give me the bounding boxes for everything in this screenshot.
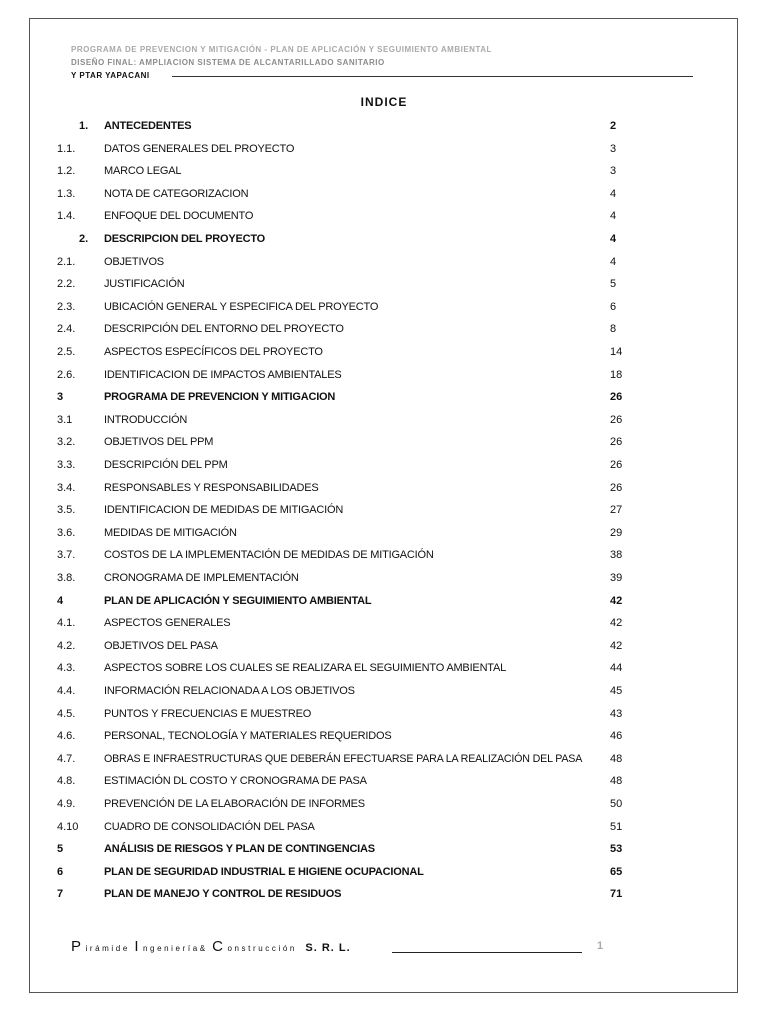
toc-row bbox=[0, 342, 768, 362]
toc-label: CUADRO DE CONSOLIDACIÓN DEL PASA bbox=[104, 820, 315, 833]
toc-page-number: 42 bbox=[610, 594, 623, 607]
toc-label: ASPECTOS SOBRE LOS CUALES SE REALIZARA EL SEGUIMIENTO AMBIENTAL bbox=[104, 662, 507, 675]
toc-label: CRONOGRAMA DE IMPLEMENTACIÓN bbox=[104, 572, 299, 584]
toc-label: DATOS GENERALES DEL PROYECTO bbox=[104, 142, 295, 155]
toc-label: PLAN DE SEGURIDAD INDUSTRIAL E HIGIENE OCUPACIONAL bbox=[104, 865, 424, 878]
page-title: INDICE bbox=[360, 95, 408, 109]
toc-row bbox=[0, 613, 768, 633]
toc-page-number: 26 bbox=[610, 481, 623, 494]
toc-page-number: 2 bbox=[610, 120, 617, 132]
toc-row bbox=[0, 704, 768, 724]
toc-number: 1.4. bbox=[57, 210, 76, 223]
toc-label: MEDIDAS DE MITIGACIÓN bbox=[104, 526, 237, 539]
toc-number: 3.2. bbox=[57, 436, 76, 449]
toc-page-number: 18 bbox=[610, 368, 623, 381]
toc-number: 2.1. bbox=[57, 255, 76, 268]
toc-number: 2.2. bbox=[57, 278, 76, 291]
toc-number: 4.3. bbox=[57, 662, 76, 675]
toc-label: IDENTIFICACION DE IMPACTOS AMBIENTALES bbox=[104, 368, 342, 381]
toc-label: ANTECEDENTES bbox=[104, 120, 192, 132]
toc-label: OBJETIVOS bbox=[104, 255, 164, 268]
toc-page-number: 53 bbox=[610, 843, 623, 856]
toc-page-number: 51 bbox=[610, 820, 623, 833]
toc-row bbox=[0, 771, 768, 791]
toc-row bbox=[0, 523, 768, 543]
footer-piramide: irámide bbox=[85, 944, 130, 953]
toc-label: PLAN DE APLICACIÓN Y SEGUIMIENTO AMBIENTAL bbox=[104, 594, 372, 607]
toc-label: ANÁLISIS DE RIESGOS Y PLAN DE CONTINGENCIAS bbox=[104, 843, 375, 856]
header-program-title: PROGRAMA DE PREVENCION Y MITIGACIÓN - PLAN DE APLICACIÓN Y SEGUIMIENTO AMBIENTAL bbox=[71, 45, 492, 54]
toc-page-number: 42 bbox=[610, 639, 623, 652]
toc-chapter-row bbox=[0, 591, 768, 611]
footer-ampersand: & bbox=[199, 944, 208, 953]
toc-page-number: 26 bbox=[610, 459, 623, 471]
toc-label: JUSTIFICACIÓN bbox=[104, 278, 185, 291]
toc-label: RESPONSABLES Y RESPONSABILIDADES bbox=[104, 481, 319, 494]
toc-number: 5 bbox=[57, 843, 64, 856]
footer-p: P bbox=[71, 938, 82, 955]
toc-number: 4.6. bbox=[57, 730, 76, 743]
toc-page-number: 27 bbox=[610, 504, 623, 517]
toc-page-number: 48 bbox=[610, 752, 623, 765]
toc-number: 3.5. bbox=[57, 504, 76, 517]
toc-page-number: 3 bbox=[610, 142, 617, 155]
footer-srl: S. R. L. bbox=[305, 942, 351, 954]
toc-page-number: 4 bbox=[610, 187, 617, 200]
footer-ingenieria: ngeniería bbox=[142, 944, 200, 953]
toc-number: 3.1 bbox=[57, 413, 73, 426]
header-design-title: DISEÑO FINAL: AMPLIACION SISTEMA DE ALCANTARILLADO SANITARIO bbox=[71, 58, 385, 67]
toc-number: 4.4. bbox=[57, 685, 76, 697]
toc-label: INFORMACIÓN RELACIONADA A LOS OBJETIVOS bbox=[104, 685, 355, 697]
toc-label: PLAN DE MANEJO Y CONTROL DE RESIDUOS bbox=[104, 888, 342, 901]
footer-construccion: onstrucción bbox=[227, 944, 297, 953]
toc-label: PREVENCIÓN DE LA ELABORACIÓN DE INFORMES bbox=[104, 798, 365, 810]
toc-row bbox=[0, 432, 768, 452]
toc-chapter-row bbox=[0, 229, 768, 249]
toc-page-number: 26 bbox=[610, 436, 623, 449]
toc-row bbox=[0, 252, 768, 272]
toc-number: 2.6. bbox=[57, 368, 76, 381]
toc-label: INTRODUCCIÓN bbox=[104, 413, 188, 426]
toc-page-number: 3 bbox=[610, 165, 617, 178]
footer-rule bbox=[392, 952, 582, 953]
toc-label: DESCRIPCION DEL PROYECTO bbox=[104, 233, 266, 245]
toc-label: ASPECTOS GENERALES bbox=[104, 617, 231, 630]
toc-label: OBRAS E INFRAESTRUCTURAS QUE DEBERÁN EFECTUARSE PARA LA REALIZACIÓN DEL PASA bbox=[104, 752, 583, 765]
toc-row bbox=[0, 681, 768, 701]
toc-page-number: 65 bbox=[610, 865, 623, 878]
toc-label: PROGRAMA DE PREVENCION Y MITIGACION bbox=[104, 391, 336, 404]
toc-page-number: 26 bbox=[610, 391, 623, 404]
toc-page-number: 50 bbox=[610, 798, 623, 810]
toc-label: COSTOS DE LA IMPLEMENTACIÓN DE MEDIDAS DE MITIGACIÓN bbox=[104, 549, 434, 562]
toc-number: 2. bbox=[79, 233, 89, 245]
toc-row bbox=[0, 410, 768, 430]
toc-number: 2.3. bbox=[57, 300, 76, 313]
toc-number: 4.7. bbox=[57, 752, 76, 765]
toc-number: 6 bbox=[57, 865, 64, 878]
toc-row bbox=[0, 161, 768, 181]
toc-page-number: 29 bbox=[610, 526, 623, 539]
toc-page-number: 38 bbox=[610, 549, 623, 562]
toc-number: 2.5. bbox=[57, 346, 76, 358]
toc-chapter-row bbox=[0, 387, 768, 407]
toc-page-number: 45 bbox=[610, 685, 623, 697]
toc-row bbox=[0, 365, 768, 385]
toc-number: 3.8. bbox=[57, 572, 76, 584]
toc-row bbox=[0, 319, 768, 339]
toc-row bbox=[0, 455, 768, 475]
toc-row bbox=[0, 817, 768, 837]
toc-number: 1.2. bbox=[57, 165, 76, 178]
toc-row bbox=[0, 478, 768, 498]
toc-row bbox=[0, 545, 768, 565]
header-rule bbox=[172, 76, 693, 77]
toc-row bbox=[0, 658, 768, 678]
toc-number: 4.5. bbox=[57, 707, 76, 720]
toc-page-number: 71 bbox=[610, 888, 623, 901]
toc-number: 3.6. bbox=[57, 526, 76, 539]
page-number: 1 bbox=[597, 940, 604, 952]
toc-label: UBICACIÓN GENERAL Y ESPECIFICA DEL PROYECTO bbox=[104, 300, 379, 313]
toc-row bbox=[0, 568, 768, 588]
toc-number: 1.3. bbox=[57, 187, 76, 200]
toc-page-number: 4 bbox=[610, 233, 617, 245]
toc-number: 4.9. bbox=[57, 798, 76, 810]
toc-number: 3.7. bbox=[57, 549, 76, 562]
toc-chapter-row bbox=[0, 116, 768, 136]
toc-label: DESCRIPCIÓN DEL PPM bbox=[104, 459, 228, 471]
toc-label: OBJETIVOS DEL PPM bbox=[104, 436, 214, 449]
toc-number: 3.4. bbox=[57, 481, 76, 494]
toc-row bbox=[0, 794, 768, 814]
toc-number: 4.1. bbox=[57, 617, 76, 630]
footer-i: I bbox=[134, 938, 139, 955]
toc-page-number: 39 bbox=[610, 572, 623, 584]
toc-row bbox=[0, 184, 768, 204]
toc-label: ESTIMACIÓN DL COSTO Y CRONOGRAMA DE PASA bbox=[104, 775, 367, 788]
toc-number: 4.8. bbox=[57, 775, 76, 788]
toc-number: 7 bbox=[57, 888, 64, 901]
toc-page-number: 43 bbox=[610, 707, 623, 720]
toc-row bbox=[0, 297, 768, 317]
toc-chapter-row bbox=[0, 839, 768, 859]
header-project-name: Y PTAR YAPACANI bbox=[71, 71, 150, 80]
toc-number: 4 bbox=[57, 594, 64, 607]
toc-number: 3.3. bbox=[57, 459, 76, 471]
toc-label: ASPECTOS ESPECÍFICOS DEL PROYECTO bbox=[104, 346, 323, 358]
toc-page-number: 5 bbox=[610, 278, 617, 291]
toc-label: OBJETIVOS DEL PASA bbox=[104, 639, 218, 652]
toc-row bbox=[0, 274, 768, 294]
toc-number: 1. bbox=[79, 120, 89, 132]
toc-chapter-row bbox=[0, 884, 768, 904]
toc-page-number: 48 bbox=[610, 775, 623, 788]
toc-label: PERSONAL, TECNOLOGÍA Y MATERIALES REQUERIDOS bbox=[104, 730, 392, 743]
toc-label: ENFOQUE DEL DOCUMENTO bbox=[104, 210, 254, 223]
toc-row bbox=[0, 726, 768, 746]
toc-label: MARCO LEGAL bbox=[104, 165, 182, 178]
toc-number: 4.2. bbox=[57, 639, 76, 652]
toc-chapter-row bbox=[0, 862, 768, 882]
toc-row bbox=[0, 139, 768, 159]
toc-page-number: 14 bbox=[610, 346, 623, 358]
toc-number: 2.4. bbox=[57, 323, 76, 336]
toc-page-number: 6 bbox=[610, 300, 617, 313]
toc-page-number: 4 bbox=[610, 255, 617, 268]
toc-number: 4.10 bbox=[57, 820, 79, 833]
toc-row bbox=[0, 500, 768, 520]
toc-page-number: 46 bbox=[610, 730, 623, 743]
toc-row bbox=[0, 636, 768, 656]
toc-row bbox=[0, 749, 768, 769]
toc-row bbox=[0, 206, 768, 226]
footer-c: C bbox=[212, 938, 223, 955]
toc-label: IDENTIFICACION DE MEDIDAS DE MITIGACIÓN bbox=[104, 504, 344, 517]
toc-label: DESCRIPCIÓN DEL ENTORNO DEL PROYECTO bbox=[104, 323, 344, 336]
toc-number: 3 bbox=[57, 391, 64, 404]
toc-page-number: 4 bbox=[610, 210, 617, 223]
toc-page-number: 26 bbox=[610, 413, 623, 426]
toc-number: 1.1. bbox=[57, 142, 76, 155]
toc-page-number: 8 bbox=[610, 323, 617, 336]
footer-company-name bbox=[71, 938, 351, 956]
toc-page-number: 42 bbox=[610, 617, 623, 630]
toc-label: PUNTOS Y FRECUENCIAS E MUESTREO bbox=[104, 707, 312, 720]
toc-label: NOTA DE CATEGORIZACION bbox=[104, 187, 249, 200]
toc-page-number: 44 bbox=[610, 662, 623, 675]
